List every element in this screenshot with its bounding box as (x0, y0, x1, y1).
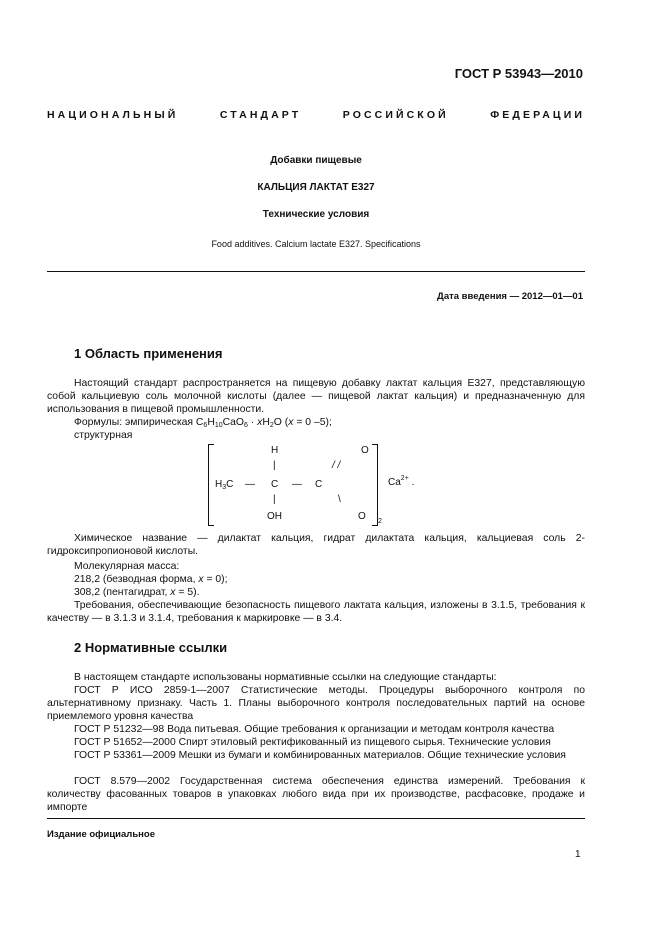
atom-c-center: C (271, 479, 279, 490)
banner-word: СТАНДАРТ (219, 109, 302, 121)
edition-label: Издание официальное (47, 829, 155, 840)
intro-date: Дата введения — 2012—01—01 (437, 291, 583, 302)
structural-label: структурная (74, 430, 133, 441)
reference-item: ГОСТ Р ИСО 2859-1—2007 Статистические методы. Процедуры выборочного контроля по альтернативному признаку. Часть 1. Планы выборочного контроля последовательных партий на основе приемлемого уровня качества (47, 685, 585, 722)
molar-mass-anhydrous: 218,2 (безводная форма, x = 0); (74, 574, 228, 585)
bond-vertical-top: | (273, 460, 276, 471)
banner-word: РОССИЙСКОЙ (342, 109, 449, 121)
section-1-heading: 1 Область применения (74, 346, 223, 361)
molar-mass-pentahydrate: 308,2 (пентагидрат, x = 5). (74, 587, 200, 598)
atom-o-bottom: O (358, 511, 366, 522)
bond-dash: — (245, 479, 255, 490)
empirical-formula: $C_6H_{10}CaO_6 \cdot xH_2O$ (x = 0 –5); (195, 417, 332, 429)
scope-paragraph: Настоящий стандарт распространяется на пищевую добавку лактат кальция Е327, представляющую собой кальциевую соль молочной кислоты (далее — пищевой лактат кальция) и предназначенную для использования в пищевой промышленности. (47, 378, 585, 415)
page-number: 1 (575, 849, 581, 860)
formula-empirical (74, 416, 332, 429)
reference-item: ГОСТ Р 53361—2009 Мешки из бумаги и комбинированных материалов. Общие технические условия (74, 750, 566, 761)
title-group: Добавки пищевые (270, 155, 362, 166)
bracket-left (208, 444, 214, 526)
title-english: Food additives. Calcium lactate E327. Specifications (211, 239, 421, 249)
molar-mass-label: Молекулярная масса: (74, 561, 180, 572)
refs-intro: В настоящем стандарте использованы нормативные ссылки на следующие стандарты: (74, 672, 497, 683)
reference-item: ГОСТ 8.579—2002 Государственная система обеспечения единства измерений. Требования к количеству фасованных товаров в упаковках любого вида при их производстве, расфасовке, продаже и импорте (47, 776, 585, 813)
group-oh: OH (267, 511, 282, 522)
footer-divider (47, 818, 585, 819)
salt-index: 2 (378, 518, 382, 525)
bond-dash: — (292, 479, 302, 490)
document-number: ГОСТ Р 53943—2010 (454, 66, 583, 81)
banner-word: НАЦИОНАЛЬНЫЙ (47, 109, 179, 121)
title-divider (47, 271, 585, 272)
atom-o-top: O (361, 445, 369, 456)
bond-vertical-bottom: | (273, 494, 276, 505)
bond-double: / / (332, 460, 341, 471)
atom-h: H (271, 445, 279, 456)
section-2-heading: 2 Нормативные ссылки (74, 640, 228, 655)
calcium-ion: $Ca^{2+}$ . (388, 475, 415, 488)
chemical-name: Химическое название — дилактат кальция, гидрат дилактата кальция, кальциевая соль 2-гидроксипропионовой кислоты. (47, 533, 585, 557)
group-h3c: $H_3C$ (215, 479, 234, 491)
bond-single: \ (338, 494, 341, 505)
reference-item: ГОСТ Р 51652—2000 Спирт этиловый ректификованный из пищевого сырья. Технические условия (74, 737, 551, 748)
reference-item: ГОСТ Р 51232—98 Вода питьевая. Общие требования к организации и методам контроля качества (74, 724, 555, 735)
banner-word: ФЕДЕРАЦИИ (490, 109, 585, 121)
requirements-paragraph: Требования, обеспечивающие безопасность пищевого лактата кальция, изложены в 3.1.5, требования к качеству — в 3.1.3 и 3.1.4, требования к маркировке — в 3.4. (47, 600, 585, 624)
structural-formula (208, 444, 415, 530)
formula-label: Формулы: эмпирическая (74, 417, 194, 428)
title-subtitle: Технические условия (262, 209, 370, 220)
title-name: КАЛЬЦИЯ ЛАКТАТ Е327 (257, 182, 375, 193)
atom-c-right: C (315, 479, 323, 490)
national-standard-banner (47, 109, 585, 121)
bracket-right (372, 444, 378, 526)
